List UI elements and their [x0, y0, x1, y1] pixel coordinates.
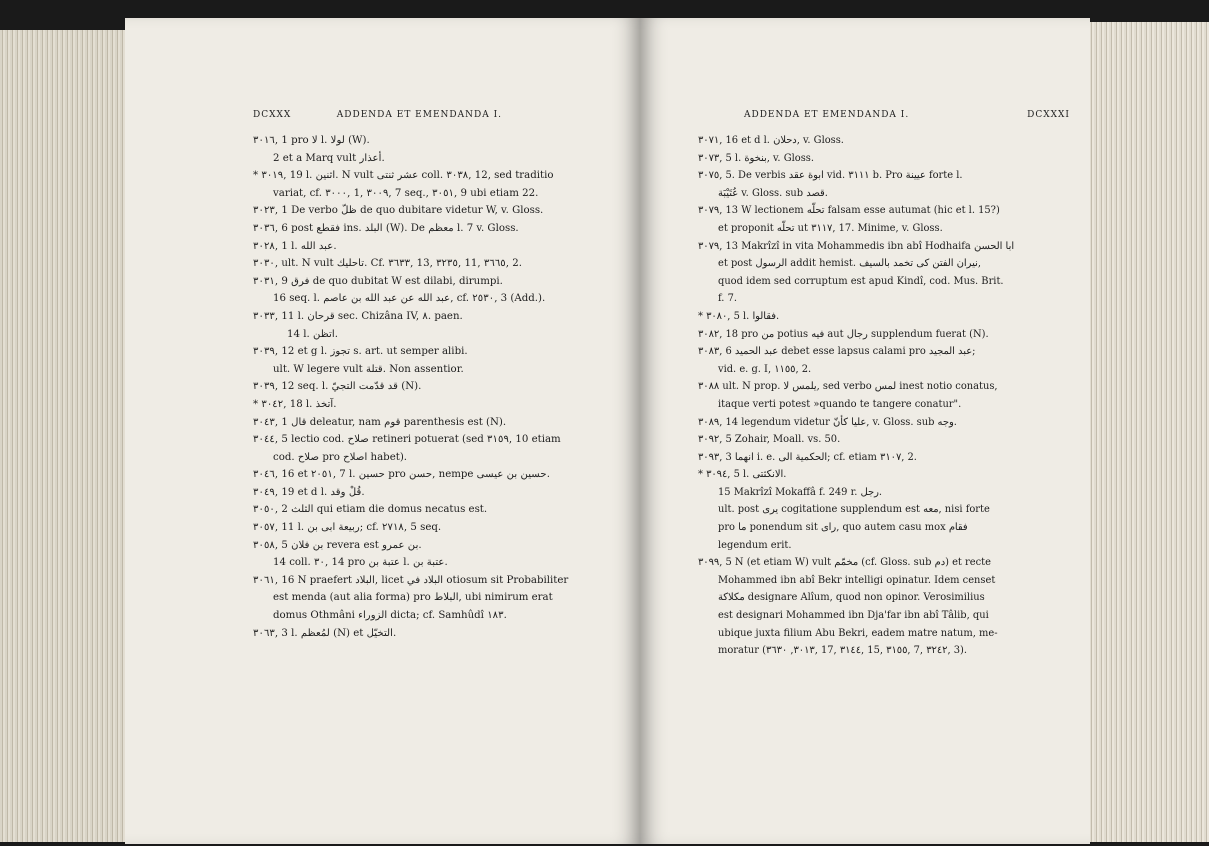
text-line: ٣٠٢٣, 1 De verbo ظلّ de quo dubitare videtur W, v. Gloss. — [253, 205, 544, 217]
text-line: ٣٠٨٨ ult. N prop. يلمس لا, sed verbo لمس inest notio conatus, — [698, 381, 998, 393]
text-line: ٣٠٣٩, 12 et g l. تجوز s. art. ut semper alibi. — [253, 346, 468, 358]
text-line: ٣٠٤٣, 1 قال deleatur, nam قوم parenthesis est (N). — [253, 416, 507, 428]
text-line: ٣٠٨٢, 18 pro من potius فيه aut رجال supplendum fuerat (N). — [698, 328, 989, 340]
text-line: est designari Mohammed ibn Dja'far ibn abî Tâlib, qui — [718, 610, 989, 622]
text-line: ٣٠٤٤, 5 lectio cod. صلاح retineri potuerat (sed ٣١٥٩, 10 etiam — [253, 434, 561, 446]
right-running-head — [698, 110, 1070, 120]
text-line: * ٣٠١٩, 19 l. اثنين. N vult عشر ثنتى coll. ٣٠٣٨, 12, sed traditio — [253, 170, 554, 182]
text-line: 2 et a Marq vult أعذار. — [273, 152, 385, 164]
left-page — [125, 18, 640, 844]
text-line: ٣٠٣٠, ult. N vult تاحليك. Cf. ٣٦٣٣, 13, ٣٢٣٥, 11, ٣٦٦٥, 2. — [253, 258, 522, 270]
text-line: variat, cf. ٣٠٠٠, 1, ٣٠٠٩, 7 seq., ٣٠٥١, 9 ubi etiam 22. — [273, 187, 539, 199]
text-line: itaque verti potest »quando te tangere conatur". — [718, 398, 962, 410]
text-line: et post الرسول addit hemist. نيران الفتن كى تخمد بالسيف, — [718, 258, 981, 270]
text-line: ٣٠٧٩, 13 W lectionem تحلّه falsam esse autumat (hic et l. 15?) — [698, 205, 1000, 217]
text-line: Mohammed ibn abî Bekr intelligi opinatur. Idem censet — [718, 574, 996, 586]
text-line: ٣٠٧٥, 5. De verbis ابوة عقد vid. ٣١١١ b. Pro عيينة forte l. — [698, 170, 963, 182]
text-line: pro ما ponendum sit راى, quo autem casu mox فقام — [718, 522, 968, 534]
text-line: ٣٠٣٣, 11 l. قرحان sec. Chizâna IV, ٨. paen. — [253, 310, 463, 322]
text-line: مكلاكة designare Alîum, quod non opinor. Verosimilius — [718, 592, 985, 604]
text-line: ٣٠٩٢, 5 Zohair, Moall. vs. 50. — [698, 434, 841, 446]
text-line: * ٣٠٨٠, 5 l. فقالوا. — [698, 310, 780, 322]
left-running-head — [253, 110, 612, 120]
text-line: ٣٠٥٨, 5 بن فلان revera est بن عمرو. — [253, 539, 422, 551]
text-line: ult. W legere vult قتلة. Non assentior. — [273, 363, 464, 375]
text-line: ٣٠٣١, 9 فرق de quo dubitat W est dilabi, dirumpi. — [253, 275, 503, 287]
right-running-title: ADDENDA ET EMENDANDA I. — [744, 110, 910, 120]
text-line: 16 seq. l. عبد الله عن عبد الله بن عاصم, cf. ٢٥٣٠, 3 (Add.). — [273, 293, 546, 305]
text-line: quod idem sed corruptum est apud Kindî, cod. Mus. Brit. — [718, 275, 1004, 287]
text-line: ٣٠٣٦, 6 post فقطع ins. البلد (W). De معظم l. 7 v. Gloss. — [253, 222, 519, 234]
left-page-text — [253, 132, 612, 642]
text-line: ٣٠٢٨, 1 l. عبد الله. — [253, 240, 337, 252]
right-page-number: DCXXXI — [1027, 110, 1070, 120]
text-line: ٣٠٤٩, 19 et d l. قُلْ وقد. — [253, 486, 365, 498]
left-running-title: ADDENDA ET EMENDANDA I. — [336, 110, 502, 120]
text-line: et proponit تحلّه ut ٣١١٧, 17. Minime, v. Gloss. — [718, 222, 943, 234]
text-line: domus Othmâni الزوراء dicta; cf. Samhûdî ١٨٣. — [273, 610, 507, 622]
right-page-text — [698, 132, 1070, 660]
text-line: ubique juxta filium Abu Bekri, eadem matre natum, me- — [718, 627, 998, 639]
text-line: 14 coll. ٣٠, 14 pro عتبة بن l. عتبة بن. — [273, 557, 448, 569]
text-line: ٣٠٧٩, 13 Makrîzî in vita Mohammedis ibn abî Hodhaifa ابا الحسن — [698, 240, 1015, 252]
text-line: ٣٠٨٩, 14 legendum videtur عليا كأنّ, v. Gloss. sub وجه. — [698, 416, 957, 428]
text-line: ٣٠٩٩, 5 N (et etiam W) vult مخمّم (cf. Gloss. sub دم) et recte — [698, 557, 991, 569]
text-line: ult. post يرى cogitatione supplendum est معه, nisi forte — [718, 504, 990, 516]
left-page-edges — [0, 30, 140, 842]
text-line: ٣٠٧١, 16 et d l. دحلان, v. Gloss. — [698, 135, 844, 146]
right-page — [640, 18, 1090, 844]
text-line: ٣٠٧٣, 5 l. بنخوة, v. Gloss. — [698, 152, 814, 164]
text-line: legendum erit. — [718, 539, 792, 551]
text-line: ٣٠٥٧, 11 l. ربيعة ابى بن; cf. ٢٧١٨, 5 seq. — [253, 522, 442, 534]
right-page-edges — [1089, 22, 1209, 842]
text-line: cod. صلاح pro اصلاح habet). — [273, 451, 408, 463]
left-page-number: DCXXX — [253, 110, 292, 120]
text-line: ٣٠٤٦, 16 et ٢٠٥١, 7 l. حسين pro حسن, nempe حسين بن عيسى. — [253, 469, 550, 481]
text-line: عُتَيْبَة v. Gloss. sub قصد. — [718, 187, 828, 199]
text-line: * ٣٠٩٤, 5 l. الانكثتى. — [698, 469, 787, 481]
text-line: 15 Makrîzî Mokaffâ f. 249 r. رجل. — [718, 486, 883, 498]
text-line: * ٣٠٤٢, 18 l. آتخذ. — [253, 398, 337, 410]
text-line: ٣٠٩٣, 3 انهما i. e. الحكمية الى; cf. etiam ٣١٠٧, 2. — [698, 451, 917, 463]
text-line: ٣٠٨٣, 6 عبد الحميد debet esse lapsus calami pro عبد المجيد; — [698, 346, 976, 358]
text-line: ٣٠١٦, 1 pro لا l. لولا (W). — [253, 135, 370, 146]
text-line: ٣٠٣٩, 12 seq. l. قد قدّمت التجيّ (N). — [253, 381, 422, 393]
text-line: ٣٠٦٣, 3 l. لمُعظم (N) et التخيّل. — [253, 627, 397, 639]
text-line: ٣٠٥٠, 2 الثلث qui etiam die domus necatus est. — [253, 504, 488, 516]
text-line: ٣٠٦١, 16 N praefert البلاد, licet البلاد في otiosum sit Probabiliter — [253, 574, 569, 586]
text-line: 14 l. اتظن. — [287, 328, 338, 340]
text-line: vid. e. g. I, ١١٥٥, 2. — [718, 363, 812, 375]
text-line: est menda (aut alia forma) pro البلاط, ubi nimirum erat — [273, 592, 553, 604]
text-line: f. 7. — [718, 293, 738, 305]
text-line: moratur (٣٠١٣, ٣٦٣٠, 17, ٣١٤٤, 15, ٣١٥٥, 7, ٣٢٤٢, 3). — [718, 645, 967, 657]
